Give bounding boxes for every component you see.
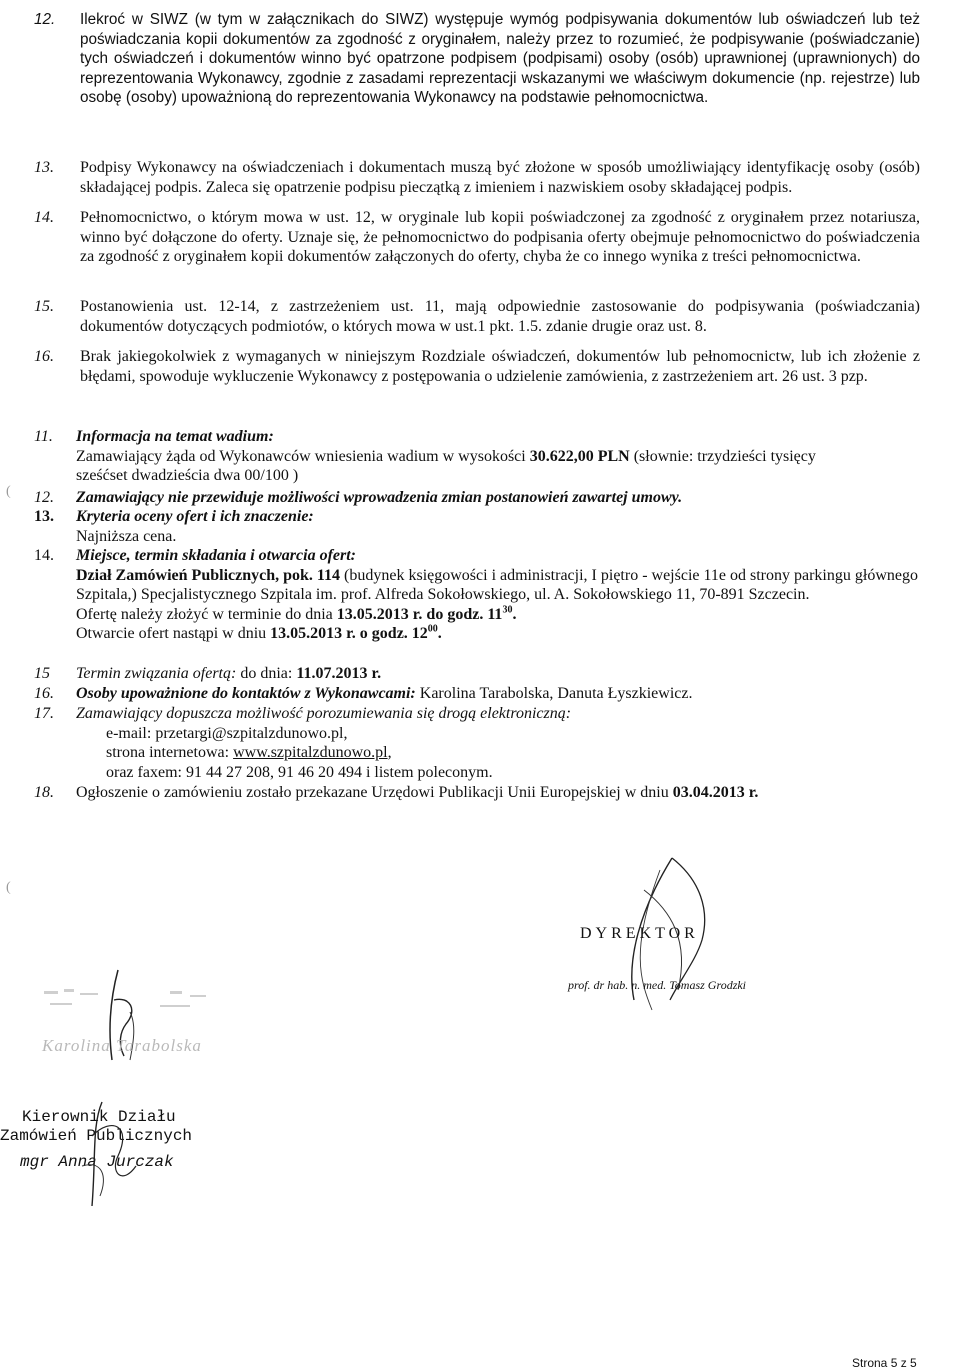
wadium-amount: 30.622,00 PLN <box>529 447 630 465</box>
opening-minutes: 00 <box>427 624 438 636</box>
announcement-date: 03.04.2013 r. <box>672 784 759 801</box>
section-number: 12. <box>34 489 54 506</box>
section-heading: Kryteria oceny ofert i ich znaczenie: <box>76 508 314 525</box>
validity-pre: do dnia: <box>236 665 297 682</box>
dept-line: Zamówień Publicznych <box>0 1127 193 1145</box>
email-line: e-mail: przetargi@szpitalzdunowo.pl, <box>106 724 348 742</box>
deadline-minutes: 30 <box>502 604 513 616</box>
address-dept: Dział Zamówień Publicznych, pok. 114 <box>76 566 341 584</box>
website-link[interactable]: www.szpitalzdunowo.pl <box>233 744 388 762</box>
section-11 <box>34 427 924 486</box>
paragraph-number: 13. <box>34 159 54 176</box>
paragraph-text: Pełnomocnictwo, o którym mowa w ust. 12, w oryginale lub kopii poświadczonej za zgodność z oryginałem przez notariusza, winno być dołączone do oferty. Uznaje się, że pełnomocnictwo do podpisania oferty obejmuje pełnomocnictwo do poświadczenia za zgodność z oryginałem kopii dokumentów załączonych do oferty, chyba że co innego wynika z treści pełnomocnictwa. <box>80 209 920 266</box>
contacts-names: Karolina Tarabolska, Danuta Łyszkiewicz. <box>415 685 693 702</box>
paragraph-text: Ilekroć w SIWZ (w tym w załącznikach do SIWZ) występuje wymóg podpisywania dokumentów lub oświadczeń lub też poświadczania kopii dokumentów za zgodność z oryginałem, należy przez to rozumieć, że podpisywanie (poświadczanie) tych oświadczeń i dokumentów winno być opatrzone podpisem (podpisami) osoby (osób) uprawnionej (uprawnionych) do reprezentowania Wykonawcy, zgodnie z zasadami reprezentacji wskazanymi we właściwym dokumencie (np. rejestrze) lub osobę (osoby) upoważnioną do reprezentowania Wykonawcy na podstawie pełnomocnictwa. <box>80 11 920 107</box>
criteria-text: Najniższa cena. <box>76 527 177 545</box>
margin-mark: ( <box>6 484 11 499</box>
section-number: 16. <box>34 685 54 702</box>
paragraph-number: 12. <box>34 11 56 28</box>
paragraph-14 <box>34 208 920 267</box>
validity-date: 11.07.2013 r. <box>296 665 382 682</box>
opening-line <box>76 624 924 644</box>
section-heading: Informacja na temat wadium: <box>76 428 274 445</box>
wadium-words-cont: sześćset dwadzieścia dwa 00/100 ) <box>76 467 299 485</box>
section-13 <box>34 507 924 546</box>
paragraph-text: Brak jakiegokolwiek z wymaganych w niniejszym Rozdziale oświadczeń, dokumentów lub pełnomocnictw, lub ich złożenie z błędami, spowoduje wykluczenie Wykonawcy z postępowania o udzielenie zamówienia, z zastrzeżeniem art. 26 ust. 3 pzp. <box>80 348 920 385</box>
margin-mark: ( <box>6 880 11 895</box>
wadium-words: (słownie: trzydzieści tysięcy <box>629 447 816 465</box>
section-number: 11. <box>34 428 53 445</box>
address-text: (budynek księgowości i administracji, I piętro - wejście 11e od strony parkingu głównego Szpitala,) Specjalistycznego Szpitala im. prof. Alfreda Sokołowskiego, ul. A. Sokołowskiego 11, 70-891 Szczecin. <box>76 566 918 604</box>
section-15 <box>34 664 924 684</box>
section-number: 18. <box>34 784 54 801</box>
section-16 <box>34 684 924 704</box>
section-12 <box>34 488 924 508</box>
section-number: 14. <box>34 547 54 564</box>
paragraph-number: 15. <box>34 298 54 315</box>
fax-line: oraz faxem: 91 44 27 208, 91 46 20 494 i listem poleconym. <box>106 763 493 781</box>
paragraph-15 <box>34 297 920 336</box>
page-number: Strona 5 z 5 <box>852 1356 917 1370</box>
website-label: strona internetowa: <box>106 744 234 762</box>
website-comma: , <box>387 744 392 762</box>
announcement-text: Ogłoszenie o zamówieniu zostało przekazane Urzędowi Publikacji Unii Europejskiej w dniu <box>76 784 673 801</box>
faded-stamp-name: Karolina Tarabolska <box>42 1036 202 1055</box>
section-18 <box>34 783 924 803</box>
opening-date: 13.05.2013 r. o godz. 12 <box>270 625 428 643</box>
section-number: 17. <box>34 705 54 722</box>
section-number: 15 <box>34 665 50 682</box>
contacts-label: Osoby upoważnione do kontaktów z Wykonawcami: <box>76 685 416 702</box>
deadline-date: 13.05.2013 r. do godz. 11 <box>336 605 503 623</box>
opening-label: Otwarcie ofert nastąpi w dniu <box>76 625 271 643</box>
section-heading: Miejsce, termin składania i otwarcia ofert: <box>76 547 356 564</box>
department-signature-icon <box>52 1096 172 1216</box>
section-heading: Zamawiający nie przewiduje możliwości wprowadzenia zmian postanowień zawartej umowy. <box>76 489 683 506</box>
paragraph-16 <box>34 347 920 386</box>
paragraph-number: 14. <box>34 209 54 226</box>
validity-label: Termin związania ofertą: <box>76 665 237 682</box>
director-title: DYREKTOR <box>580 925 699 942</box>
paragraph-text: Postanowienia ust. 12-14, z zastrzeżeniem ust. 11, mają odpowiednie zastosowanie do podpisywania (poświadczania) dokumentów dotyczących podmiotów, o których mowa w ust.1 pkt. 1.5. zdanie drugie oraz ust. 8. <box>80 298 920 335</box>
faded-stamp-icon <box>40 985 220 1015</box>
communication-label: Zamawiający dopuszcza możliwość porozumiewania się drogą elektroniczną: <box>76 705 572 722</box>
deadline-label: Ofertę należy złożyć w terminie do dnia <box>76 605 337 623</box>
dept-head-name: mgr Anna Jurczak <box>20 1153 174 1171</box>
section-17 <box>34 704 924 782</box>
dept-line: Kierownik Działu <box>22 1108 176 1126</box>
wadium-line <box>76 447 924 467</box>
section-number: 13. <box>34 508 54 525</box>
paragraph-number: 16. <box>34 348 54 365</box>
opening-end: . <box>437 625 442 643</box>
faded-stamp-marks <box>40 985 220 1015</box>
address-block <box>76 566 924 605</box>
paragraph-13 <box>34 158 920 197</box>
section-14 <box>34 546 924 644</box>
director-name: prof. dr hab. n. med. Tomasz Grodzki <box>568 978 747 992</box>
deadline-end: . <box>512 605 517 623</box>
wadium-text: Zamawiający żąda od Wykonawców wniesienia wadium w wysokości <box>76 447 530 465</box>
paragraph-12 <box>34 10 920 108</box>
paragraph-text: Podpisy Wykonawcy na oświadczeniach i dokumentach muszą być złożone w sposób umożliwiający identyfikację osoby (osób) składającej podpis. Zaleca się opatrzenie podpisu pieczątką z imieniem i nazwiskiem osoby składającej podpis. <box>80 159 920 196</box>
website-line <box>106 743 924 763</box>
deadline-line <box>76 605 924 625</box>
